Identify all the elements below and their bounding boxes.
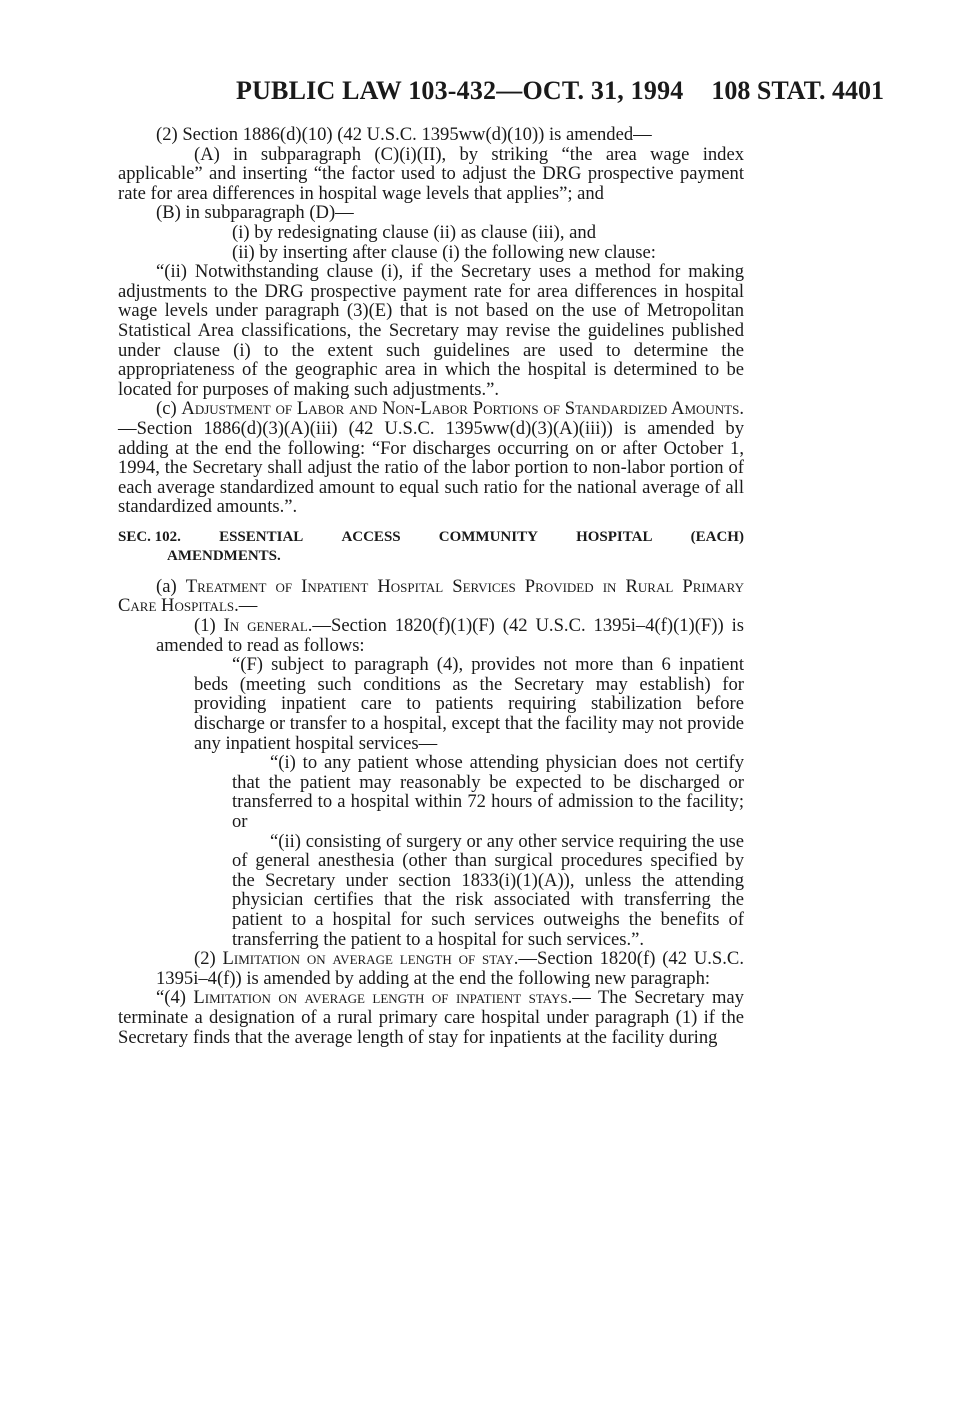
subsection-a — [118, 577, 744, 616]
subsection-a-heading: Treatment of Inpatient Hospital Services Provided in Rural Primary Care Hospitals. — [118, 575, 744, 617]
page-header — [118, 76, 884, 106]
section-heading-line — [118, 528, 744, 547]
paragraph-2b-label: (2) — [194, 948, 223, 970]
stat-citation: 108 STAT. 4401 — [711, 76, 884, 105]
paragraph-1-heading: In general. — [223, 615, 313, 637]
paragraph-1-text: —Section 1820(f)(1)(F) (42 U.S.C. 1395i–4(f)(1)(F)) is amended to read as follows: — [156, 615, 744, 656]
running-title: PUBLIC LAW 103-432—OCT. 31, 1994 — [236, 76, 684, 105]
document-body — [118, 125, 744, 1047]
subsection-a-dash: — — [238, 595, 258, 617]
paragraph-4-heading: Limitation on average length of inpatient stays. — [193, 987, 573, 1009]
quoted-clause-f-i: “(i) to any patient whose attending physician does not certify that the patient may reasonably be expected to be discharged or transferred to a hospital within 72 hours of admission to the facility; or — [232, 752, 744, 832]
clause-b-i: (i) by redesignating clause (ii) as clause (iii), and — [232, 221, 596, 243]
section-heading — [118, 528, 744, 566]
section-word-1: ESSENTIAL — [219, 528, 304, 545]
subparagraph-a-text: (A) in subparagraph (C)(i)(II), by striking “the area wage index applicable” and inserting “the factor used to adjust the DRG prospective payment rate for area differences in hospital wage levels that applies”; and — [118, 143, 744, 204]
quoted-paragraph-4 — [118, 988, 744, 1047]
section-word-5: (EACH) — [690, 528, 744, 545]
subsection-c-heading: Adjustment of Labor and Non-Labor Portions of Standardized Amounts. — [181, 398, 744, 420]
subsection-c-text: —Section 1886(d)(3)(A)(iii) (42 U.S.C. 1395ww(d)(3)(A)(iii)) is amended by adding at the end the following: “For discharges occurring on or after October 1, 1994, the Secretary shall adjust the ratio of the labor portion to non-labor portion of each average standardized amount to equal such ratio for the national average of all standardized amounts.”. — [118, 417, 744, 518]
paragraph-2b-text: —Section 1820(f) (42 U.S.C. 1395i–4(f)) is amended by adding at the end the following new paragraph: — [156, 948, 744, 989]
subsection-c-label: (c) — [156, 398, 182, 420]
quoted-clause-f-ii: “(ii) consisting of surgery or any other service requiring the use of general anesthesia (other than surgical procedures specified by the Secretary under section 1833(i)(1)(A)), unless the attending physician certifies that the risk associated with transferring the patient to a hospital for such services outweighs the benefits of transferring the patient to a hospital for such services.”. — [232, 830, 744, 950]
subsection-c — [118, 399, 744, 517]
paragraph-2b — [118, 949, 744, 988]
quoted-subparagraph-f: “(F) subject to paragraph (4), provides not more than 6 inpatient beds (meeting such conditions as the Secretary may establish) for providing inpatient care to patients requiring stabilization before discharge or transfer to a hospital, except that the facility may not provide any inpatient hospital services— — [194, 654, 744, 754]
section-heading-rest: AMENDMENTS. — [167, 547, 281, 564]
paragraph-1-label: (1) — [194, 615, 224, 637]
paragraph-4-text: — The Secretary may terminate a designation of a rural primary care hospital under paragraph (1) if the Secretary finds that the average length of stay for inpatients at the facility during — [118, 987, 744, 1048]
quoted-clause-ii: “(ii) Notwithstanding clause (i), if the Secretary uses a method for making adjustments to the DRG prospective payment rate for area differences in hospital wage levels under paragraph (3)(E) that is not based on the use of Metropolitan Statistical Area classifications, the Secretary may revise the guidelines published under clause (i) to the extent such guidelines are used to determine the appropriateness of the geographic area in which the hospital is determined to be located for purposes of making such adjustments.”. — [118, 261, 744, 400]
paragraph-2b-heading: Limitation on average length of stay. — [222, 948, 519, 970]
section-word-3: COMMUNITY — [438, 528, 538, 545]
section-word-2: ACCESS — [341, 528, 401, 545]
subparagraph-b: (B) in subparagraph (D)— — [156, 202, 354, 224]
paragraph-2: (2) Section 1886(d)(10) (42 U.S.C. 1395ww(d)(10)) is amended— — [156, 124, 652, 145]
paragraph-1 — [118, 616, 744, 655]
subsection-a-label: (a) — [156, 575, 186, 597]
subparagraph-a — [118, 145, 744, 204]
paragraph-4-label: “(4) — [156, 987, 194, 1009]
clause-b-ii: (ii) by inserting after clause (i) the following new clause: — [232, 241, 656, 263]
section-number: SEC. 102. — [118, 528, 181, 545]
section-word-4: HOSPITAL — [576, 528, 653, 545]
